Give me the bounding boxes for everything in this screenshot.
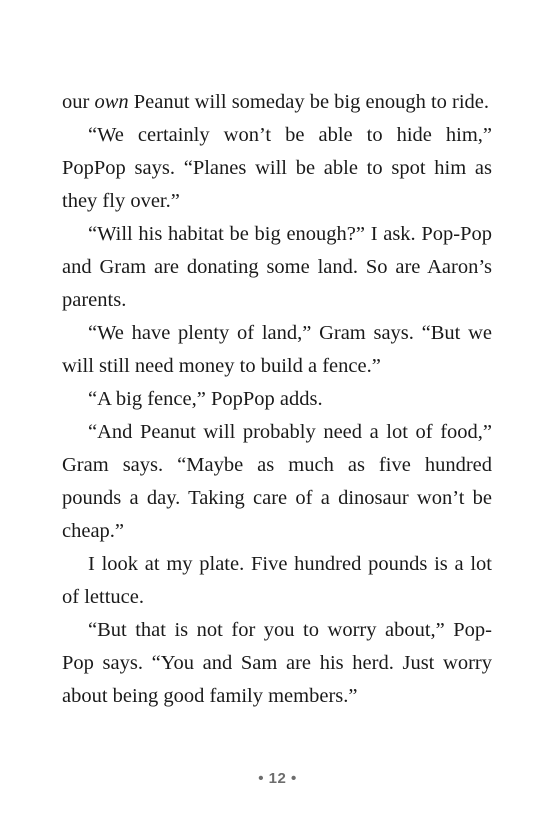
page-number: • 12 • — [258, 770, 297, 787]
paragraph-text-after: Peanut will someday be big enough to ride. — [128, 91, 490, 113]
paragraph: “But that is not for you to worry about,” Pop-Pop says. “You and Sam are his herd. Just worry about being good family members.” — [62, 619, 492, 707]
paragraph: “A big fence,” PopPop adds. — [88, 388, 323, 410]
body-text — [62, 86, 492, 713]
paragraph-text-before: our — [62, 91, 95, 113]
emphasized-word: own — [94, 91, 129, 113]
paragraph: “We have plenty of land,” Gram says. “But we will still need money to build a fence.” — [62, 322, 492, 377]
paragraph: “We certainly won’t be able to hide him,” PopPop says. “Planes will be able to spot him as they fly over.” — [62, 124, 492, 212]
paragraph: I look at my plate. Five hundred pounds is a lot of lettuce. — [62, 553, 492, 608]
paragraph: “And Peanut will probably need a lot of food,” Gram says. “Maybe as much as five hundred pounds a day. Taking care of a dinosaur won’t be cheap.” — [62, 421, 492, 542]
paragraph: “Will his habitat be big enough?” I ask. Pop-Pop and Gram are donating some land. So are Aaron’s parents. — [62, 223, 492, 311]
paragraph-continued — [62, 86, 492, 119]
